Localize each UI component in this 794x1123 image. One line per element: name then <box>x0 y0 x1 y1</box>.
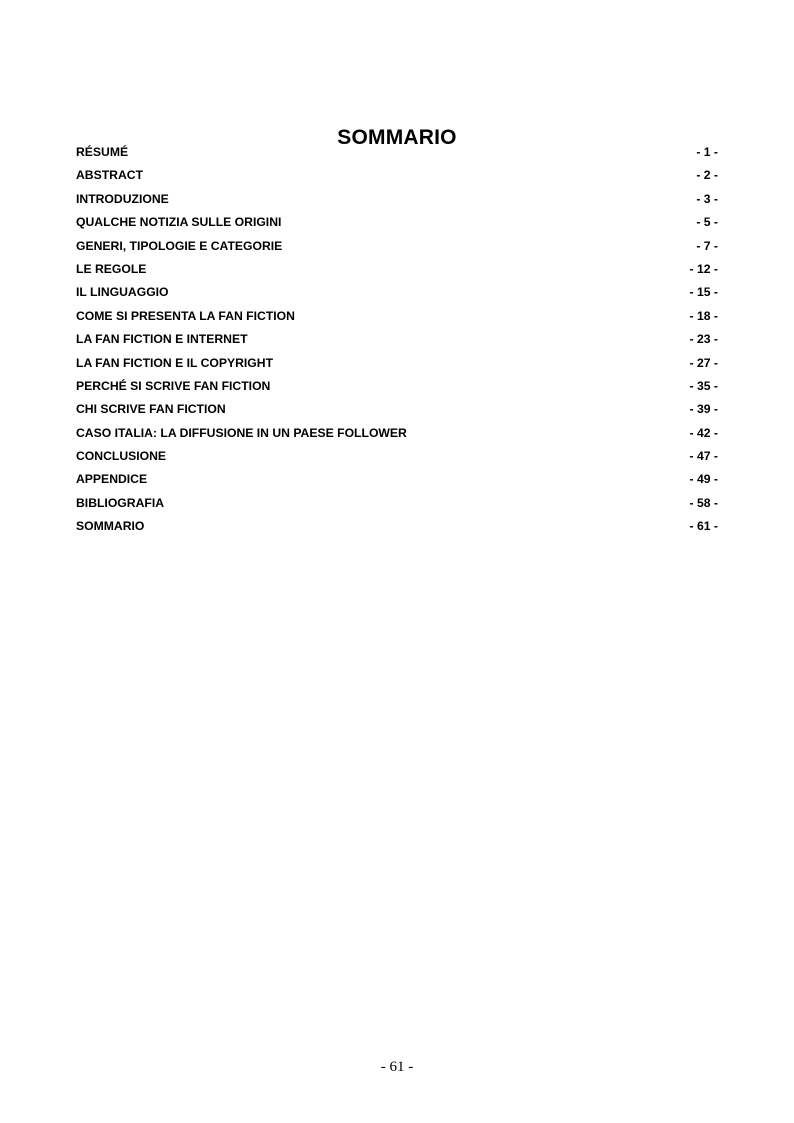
toc-entry-title: LA FAN FICTION E INTERNET <box>76 332 248 347</box>
toc-entry[interactable] <box>76 166 718 189</box>
toc-entry[interactable] <box>76 470 718 493</box>
page-number: - 61 - <box>380 1059 414 1075</box>
toc-entry-page: - 47 - <box>689 449 718 464</box>
toc-entry[interactable] <box>76 213 718 236</box>
toc-entry-page: - 61 - <box>689 519 718 534</box>
toc-entry-title: SOMMARIO <box>76 519 145 534</box>
toc-entry-page: - 49 - <box>689 472 718 487</box>
toc-entry-title: CONCLUSIONE <box>76 449 167 464</box>
toc-entry-title: QUALCHE NOTIZIA SULLE ORIGINI <box>76 215 282 230</box>
toc-entry-title: CASO ITALIA: LA DIFFUSIONE IN UN PAESE FOLLOWER <box>76 425 407 440</box>
table-of-contents <box>76 143 718 541</box>
toc-entry[interactable] <box>76 237 718 260</box>
toc-entry[interactable] <box>76 377 718 400</box>
toc-entry[interactable] <box>76 494 718 517</box>
toc-entry-title: ABSTRACT <box>76 168 144 183</box>
toc-entry[interactable] <box>76 354 718 377</box>
toc-entry-title: APPENDICE <box>76 472 148 487</box>
toc-entry[interactable] <box>76 400 718 423</box>
toc-entry[interactable] <box>76 330 718 353</box>
toc-entry-page: - 39 - <box>689 402 718 417</box>
toc-entry-title: LE REGOLE <box>76 261 147 276</box>
toc-entry-title: INTRODUZIONE <box>76 191 169 206</box>
toc-entry-page: - 35 - <box>689 378 718 393</box>
toc-entry-page: - 58 - <box>689 495 718 510</box>
toc-entry[interactable] <box>76 517 718 540</box>
toc-entry-title: IL LINGUAGGIO <box>76 285 169 300</box>
toc-entry[interactable] <box>76 283 718 306</box>
toc-entry-title: COME SI PRESENTA LA FAN FICTION <box>76 308 295 323</box>
toc-entry-page: - 2 - <box>696 168 718 183</box>
toc-entry[interactable] <box>76 424 718 447</box>
toc-entry[interactable] <box>76 260 718 283</box>
toc-entry-page: - 15 - <box>689 285 718 300</box>
toc-entry-title: PERCHÉ SI SCRIVE FAN FICTION <box>76 378 271 393</box>
toc-entry[interactable] <box>76 143 718 166</box>
toc-entry[interactable] <box>76 447 718 470</box>
toc-entry-page: - 5 - <box>696 215 718 230</box>
toc-entry-page: - 18 - <box>689 308 718 323</box>
toc-entry-page: - 27 - <box>689 355 718 370</box>
toc-entry-page: - 7 - <box>696 238 718 253</box>
toc-entry-page: - 12 - <box>689 261 718 276</box>
toc-entry-page: - 3 - <box>696 191 718 206</box>
toc-entry[interactable] <box>76 190 718 213</box>
toc-entry-page: - 1 - <box>696 145 718 159</box>
toc-entry-title: LA FAN FICTION E IL COPYRIGHT <box>76 355 274 370</box>
toc-entry-page: - 42 - <box>689 425 718 440</box>
toc-entry-title: CHI SCRIVE FAN FICTION <box>76 402 226 417</box>
toc-entry-title: GENERI, TIPOLOGIE E CATEGORIE <box>76 238 283 253</box>
toc-entry-page: - 23 - <box>689 332 718 347</box>
toc-entry-title: BIBLIOGRAFIA <box>76 495 165 510</box>
toc-entry[interactable] <box>76 307 718 330</box>
page-title: SOMMARIO <box>337 126 457 150</box>
toc-entry-title: RÉSUMÉ <box>76 145 129 159</box>
